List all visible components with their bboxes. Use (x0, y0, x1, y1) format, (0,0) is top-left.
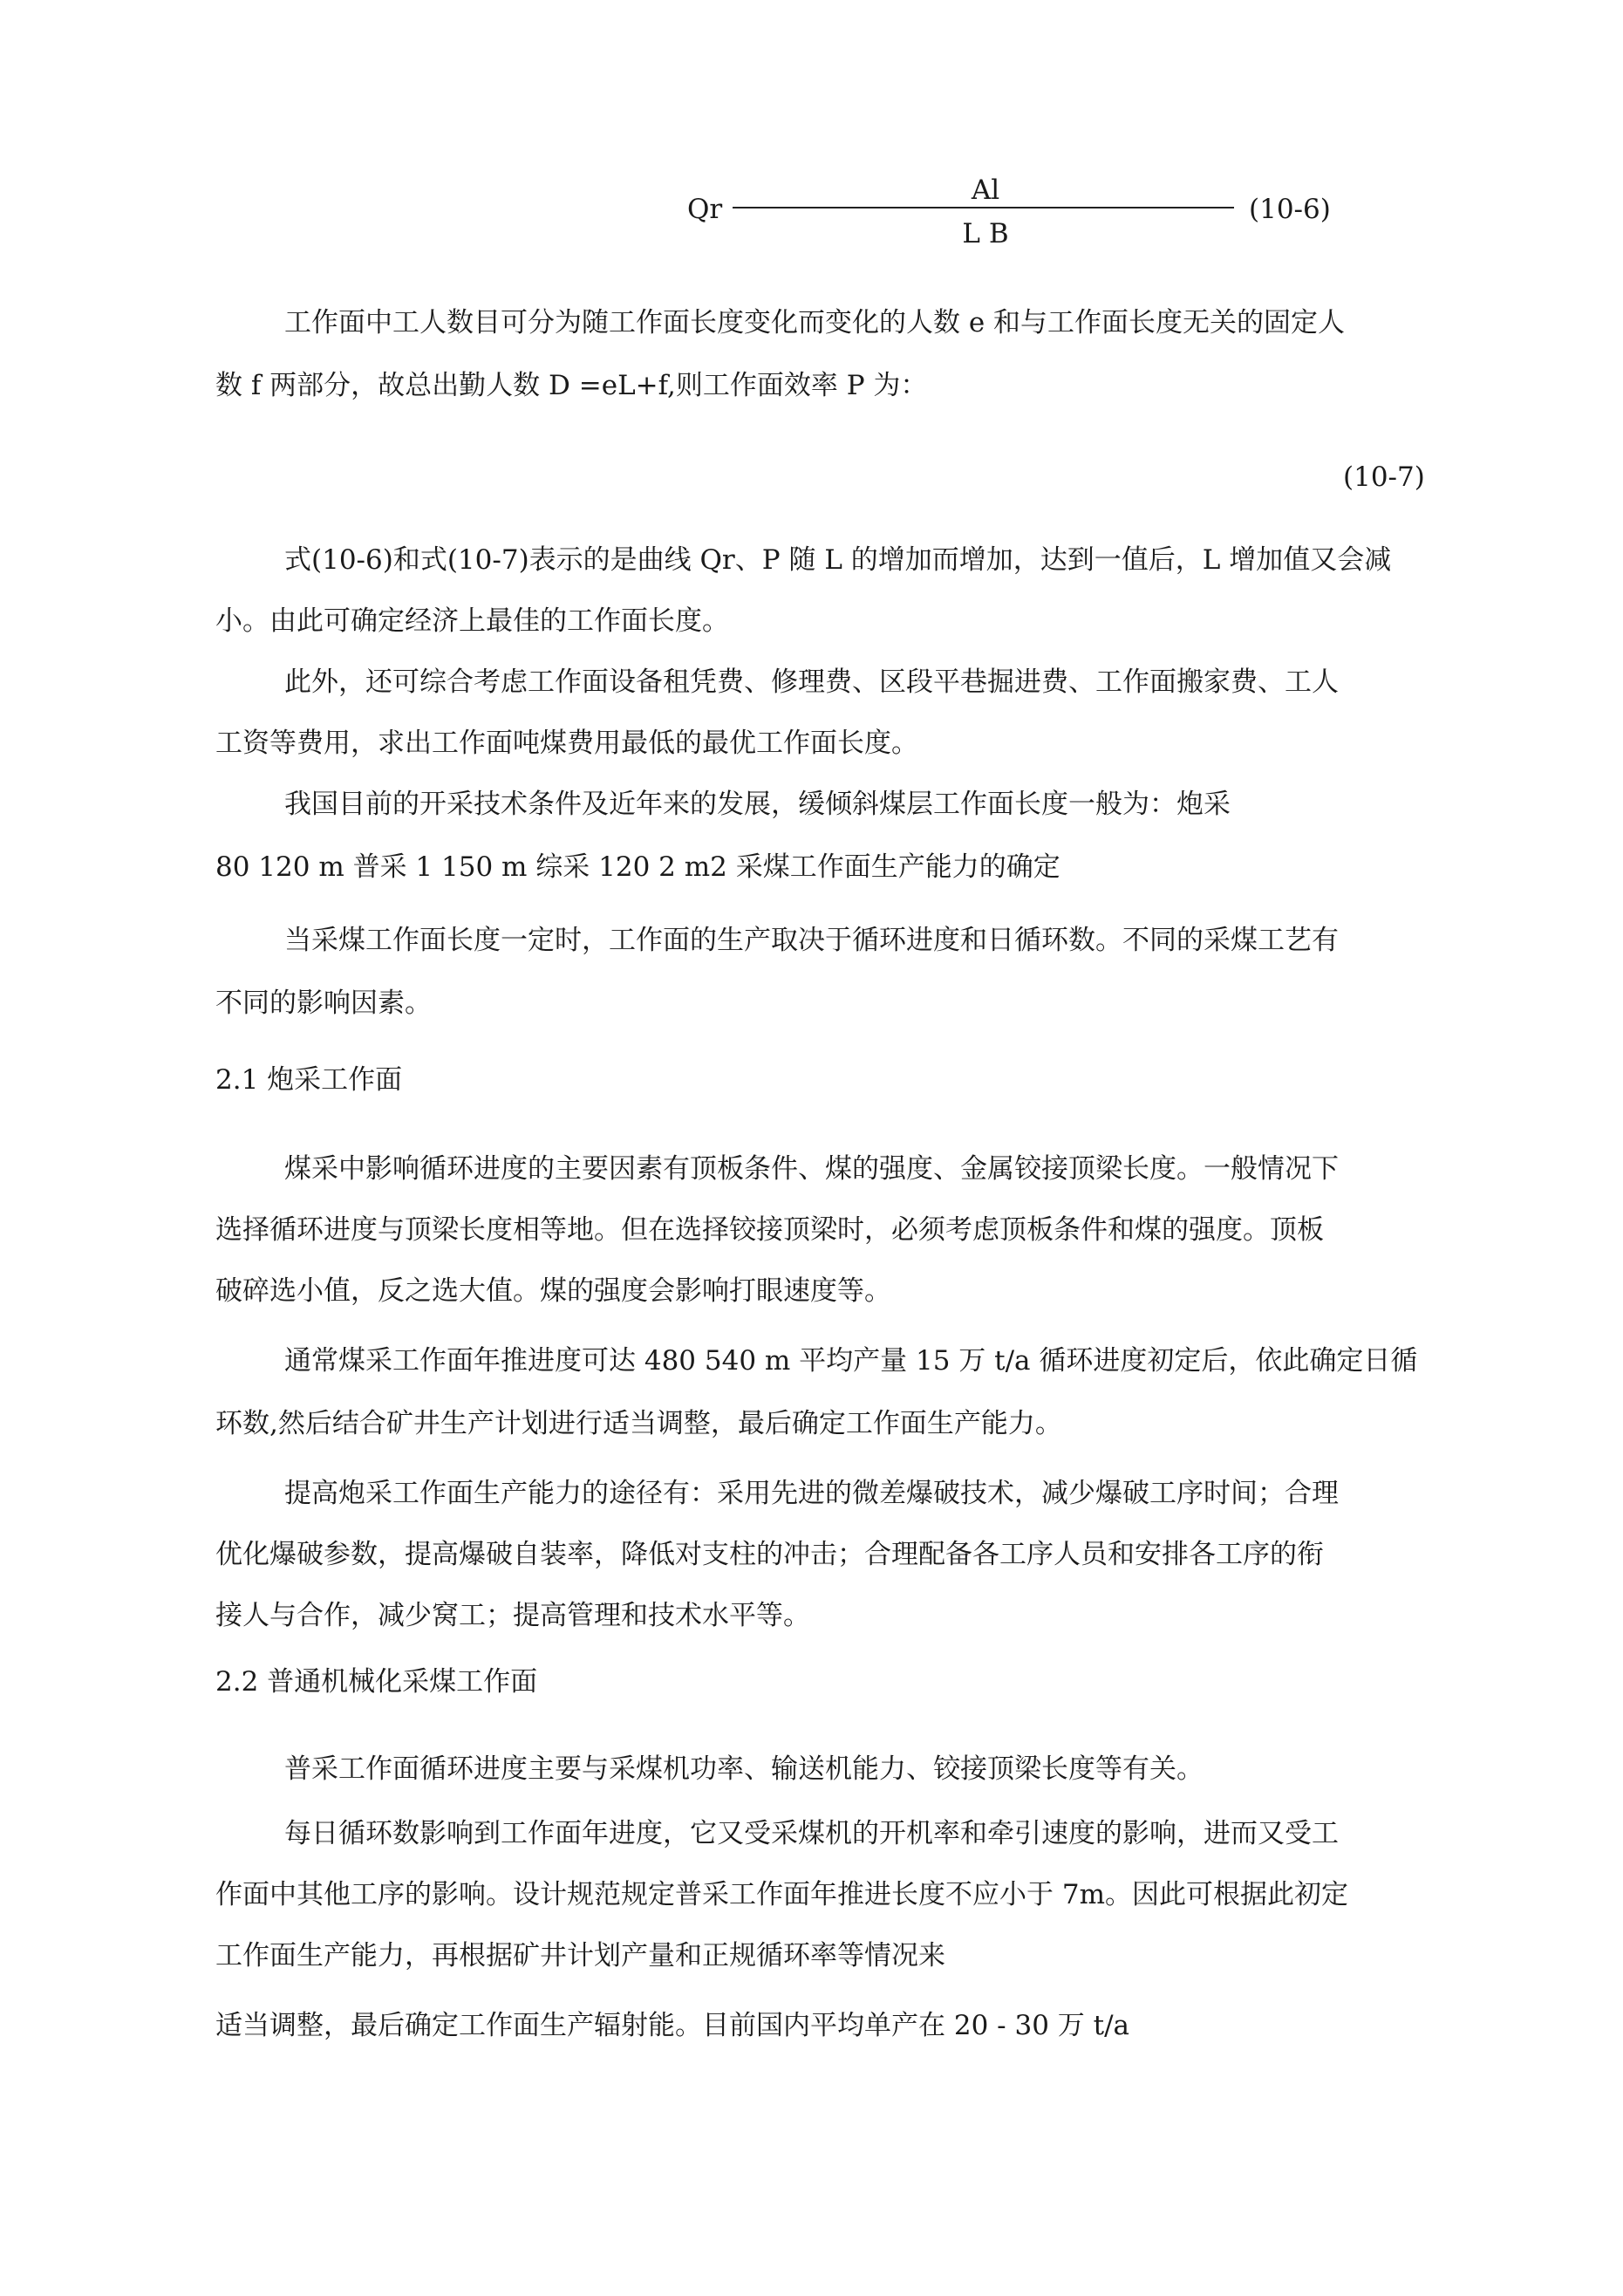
section-heading-2-1: 2.1 炮采工作面 (215, 1064, 403, 1096)
paragraph-6-line-1: 煤采中影响循环进度的主要因素有顶板条件、煤的强度、金属铰接顶梁长度。一般情况下 (284, 1153, 1339, 1185)
formula-10-6-numerator: Al (971, 174, 1000, 206)
paragraph-8-line-3: 接人与合作，减少窝工；提高管理和技术水平等。 (215, 1600, 810, 1631)
paragraph-10-line-3: 工作面生产能力，再根据矿井计划产量和正规循环率等情况来 (215, 1940, 945, 1971)
paragraph-8-line-1: 提高炮采工作面生产能力的途径有：采用先进的微差爆破技术，减少爆破工序时间；合理 (284, 1478, 1339, 1509)
formula-10-6-denominator: L B (962, 218, 1009, 249)
paragraph-9-line-1: 普采工作面循环进度主要与采煤机功率、输送机能力、铰接顶梁长度等有关。 (284, 1753, 1204, 1785)
formula-10-6-lhs: Qr (687, 194, 723, 225)
paragraph-5-line-1: 当采煤工作面长度一定时，工作面的生产取决于循环进度和日循环数。不同的采煤工艺有 (284, 925, 1339, 956)
paragraph-5-line-2: 不同的影响因素。 (215, 987, 432, 1019)
formula-10-6-number: (10-6) (1249, 194, 1331, 225)
paragraph-1-line-1: 工作面中工人数目可分为随工作面长度变化而变化的人数 e 和与工作面长度无关的固定人 (284, 307, 1346, 338)
paragraph-10-line-1: 每日循环数影响到工作面年进度，它又受采煤机的开机率和牵引速度的影响，进而又受工 (284, 1818, 1339, 1849)
paragraph-10-line-2: 作面中其他工序的影响。设计规范规定普采工作面年推进长度不应小于 7m。因此可根据此初定 (215, 1879, 1348, 1910)
fraction-bar (733, 207, 1234, 208)
paragraph-1-line-2: 数 f 两部分，故总出勤人数 D =eL+f,则工作面效率 P 为： (215, 370, 928, 401)
section-heading-2-2: 2.2 普通机械化采煤工作面 (215, 1666, 538, 1698)
paragraph-2-line-2: 小。由此可确定经济上最佳的工作面长度。 (215, 605, 729, 637)
paragraph-8-line-2: 优化爆破参数，提高爆破自装率，降低对支柱的冲击；合理配备各工序人员和安排各工序的衔 (215, 1539, 1324, 1570)
paragraph-6-line-3: 破碎选小值，反之选大值。煤的强度会影响打眼速度等。 (215, 1275, 891, 1307)
paragraph-4-line-1: 我国目前的开采技术条件及近年来的发展，缓倾斜煤层工作面长度一般为：炮采 (284, 789, 1231, 820)
paragraph-2-line-1: 式(10-6)和式(10-7)表示的是曲线 Qr、P 随 L 的增加而增加，达到一值后，L 增加值又会减 (284, 544, 1392, 576)
formula-10-7-number: (10-7) (1343, 461, 1425, 493)
paragraph-7-line-2: 环数,然后结合矿井生产计划进行适当调整，最后确定工作面生产能力。 (215, 1408, 1062, 1439)
paragraph-4-line-2: 80 120 m 普采 1 150 m 综采 120 2 m2 采煤工作面生产能力的确定 (215, 851, 1060, 883)
paragraph-11-line-1: 适当调整，最后确定工作面生产辐射能。目前国内平均单产在 20 - 30 万 t/a (215, 2010, 1130, 2041)
paragraph-3-line-1: 此外，还可综合考虑工作面设备租凭费、修理费、区段平巷掘进费、工作面搬家费、工人 (284, 666, 1339, 698)
paragraph-7-line-1: 通常煤采工作面年推进度可达 480 540 m 平均产量 15 万 t/a 循环进度初定后，依此确定日循 (284, 1345, 1418, 1377)
paragraph-6-line-2: 选择循环进度与顶梁长度相等地。但在选择铰接顶梁时，必须考虑顶板条件和煤的强度。顶板 (215, 1214, 1324, 1246)
paragraph-3-line-2: 工资等费用，求出工作面吨煤费用最低的最优工作面长度。 (215, 728, 918, 759)
